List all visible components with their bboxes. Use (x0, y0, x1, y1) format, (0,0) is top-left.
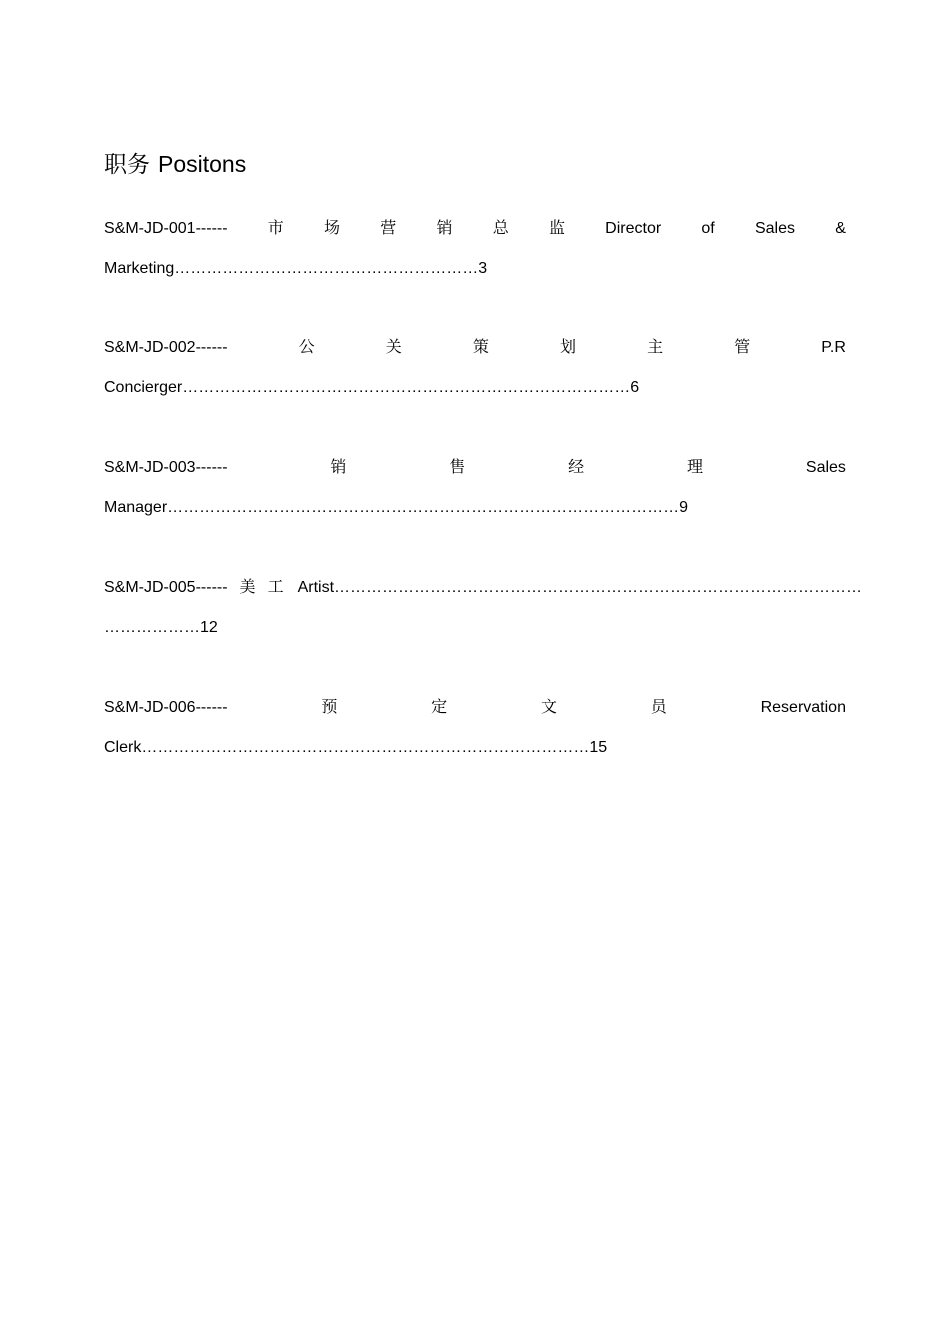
entry-zh-char: 销 (436, 220, 453, 237)
entry-zh-char: 关 (385, 339, 402, 356)
entry-zh-char: 营 (380, 220, 397, 237)
entry-zh-char: 主 (647, 339, 664, 356)
entry-zh-char: 监 (548, 220, 565, 237)
entry-zh-char: 工 (267, 579, 284, 596)
entry-leader: ………………………………………………… (174, 260, 479, 277)
entry-page-number: 3 (478, 260, 488, 277)
entry-en-word: of (701, 220, 715, 237)
toc-entry-002-line2[interactable] (104, 377, 846, 399)
entry-code: S&M-JD-003------ (104, 459, 228, 476)
entry-en-word: Artist (297, 579, 335, 596)
entry-continuation: Marketing (104, 260, 175, 277)
entry-zh-char: 管 (734, 339, 751, 356)
entry-en-word: Sales (805, 459, 846, 476)
entry-zh-char: 场 (324, 220, 341, 237)
entry-page-number: 6 (630, 379, 640, 396)
entry-leader: …………………………………………………………………………………… (167, 499, 680, 516)
entry-zh-char: 美 (239, 579, 256, 596)
entry-leader: ………………………………………………………………………… (141, 739, 590, 756)
entry-en-word: Sales (754, 220, 795, 237)
toc-entry-001-line1[interactable] (104, 218, 846, 240)
toc-entry-006-line2[interactable] (104, 737, 846, 759)
entry-zh-char: 划 (559, 339, 576, 356)
entry-code: S&M-JD-005------ (104, 579, 228, 596)
page-title (104, 148, 246, 180)
toc-entry-002-line1[interactable] (104, 337, 846, 359)
entry-zh-char: 公 (298, 339, 315, 356)
toc-entry-001-line2[interactable] (104, 258, 846, 280)
title-chinese: 职务 (104, 151, 150, 177)
entry-code: S&M-JD-006------ (104, 699, 228, 716)
title-english: Positons (158, 151, 247, 177)
entry-zh-char: 售 (449, 459, 466, 476)
entry-zh-char: 销 (330, 459, 347, 476)
entry-continuation: Clerk (104, 739, 142, 756)
entry-en-word: P.R (821, 339, 846, 356)
entry-code: S&M-JD-001------ (104, 220, 228, 237)
entry-page-number: 9 (679, 499, 689, 516)
entry-en-word: Director (605, 220, 662, 237)
entry-zh-char: 定 (431, 699, 448, 716)
entry-continuation: Manager (104, 499, 168, 516)
entry-code: S&M-JD-002------ (104, 339, 228, 356)
entry-zh-char: 策 (472, 339, 489, 356)
toc-entry-005-line1[interactable] (104, 577, 863, 599)
entry-en-word: & (835, 220, 846, 237)
entry-zh-char: 理 (687, 459, 704, 476)
entry-zh-char: 员 (650, 699, 667, 716)
entry-zh-char: 预 (321, 699, 338, 716)
entry-continuation: Concierger (104, 379, 183, 396)
entry-en-word: Reservation (760, 699, 846, 716)
entry-zh-char: 总 (492, 220, 509, 237)
toc-entry-003-line1[interactable] (104, 457, 846, 479)
entry-page-number: 12 (200, 619, 218, 636)
toc-entry-003-line2[interactable] (104, 497, 846, 519)
entry-leader: ……………… (104, 619, 200, 636)
entry-zh-char: 市 (267, 220, 284, 237)
toc-entry-005-line2[interactable] (104, 617, 846, 639)
entry-leader: ………………………………………………………………………… (182, 379, 631, 396)
entry-leader: ……………………………………………………………………………………… (334, 579, 863, 596)
entry-page-number: 15 (589, 739, 608, 756)
entry-zh-char: 文 (540, 699, 557, 716)
toc-entry-006-line1[interactable] (104, 697, 846, 719)
entry-zh-char: 经 (568, 459, 585, 476)
